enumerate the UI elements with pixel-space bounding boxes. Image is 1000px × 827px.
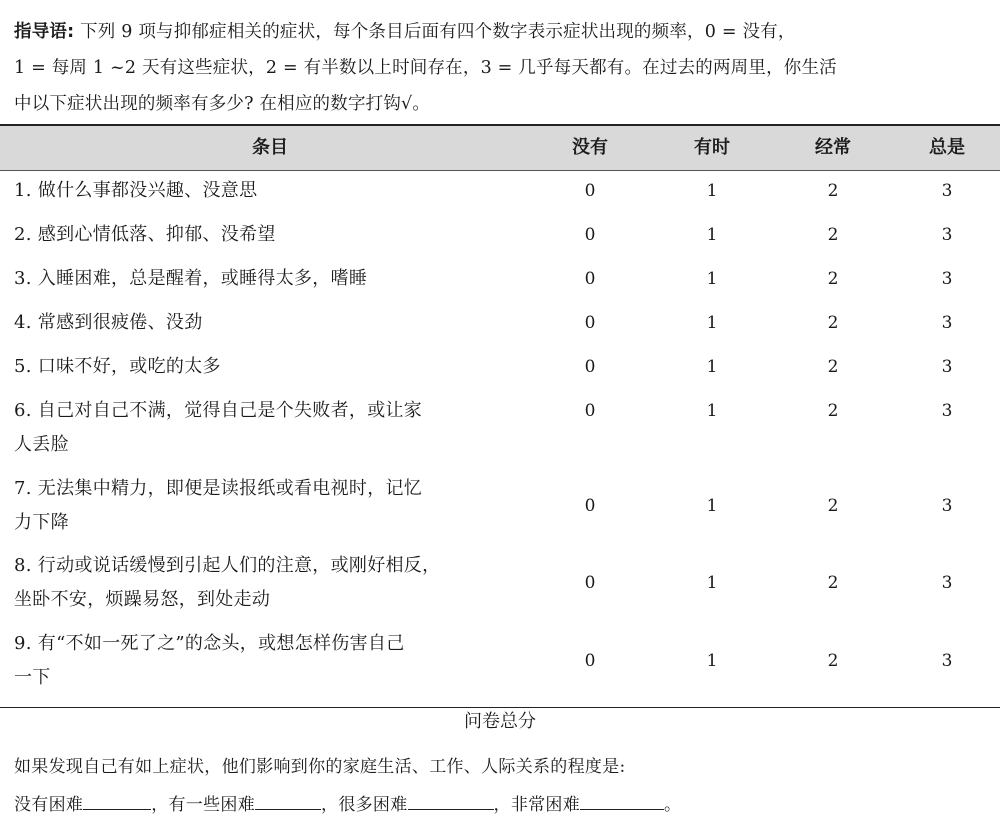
- row-item-text: [14, 627, 534, 695]
- row-item-line: 7. 无法集中精力，即便是读报纸或看电视时，记忆: [14, 478, 423, 499]
- score-sometimes[interactable]: 1: [706, 357, 718, 377]
- table-row: [0, 218, 1000, 252]
- score-always[interactable]: 3: [941, 651, 953, 671]
- row-item-line: 2. 感到心情低落、抑郁、没希望: [14, 224, 276, 245]
- table-row: [0, 549, 1000, 617]
- score-never[interactable]: 0: [584, 573, 596, 593]
- row-item-text: [14, 306, 534, 340]
- score-sometimes[interactable]: 1: [706, 181, 718, 201]
- table-row: [0, 306, 1000, 340]
- instructions-line-2: 1 = 每周 1 ~2 天有这些症状，2 = 有半数以上时间存在，3 = 几乎每天都有。在过去的两周里，你生活: [14, 58, 837, 78]
- score-sometimes[interactable]: 1: [706, 313, 718, 333]
- instructions-label: 指导语:: [14, 22, 75, 42]
- impact-blank-none[interactable]: [83, 789, 151, 810]
- score-often[interactable]: 2: [827, 496, 839, 516]
- impact-blank-some[interactable]: [255, 789, 321, 810]
- row-item-line: 6. 自己对自己不满，觉得自己是个失败者，或让家: [14, 400, 423, 421]
- score-sometimes[interactable]: 1: [706, 401, 718, 421]
- score-often[interactable]: 2: [827, 401, 839, 421]
- score-often[interactable]: 2: [827, 651, 839, 671]
- table-row: [0, 350, 1000, 384]
- impact-option-none: 没有困难: [14, 795, 84, 815]
- row-item-line: 力下降: [14, 512, 69, 533]
- table-header-rule: [0, 170, 1000, 171]
- score-always[interactable]: 3: [941, 357, 953, 377]
- header-often: 经常: [815, 137, 851, 158]
- row-item-line: 一下: [14, 667, 51, 688]
- score-never[interactable]: 0: [584, 181, 596, 201]
- impact-section: [14, 748, 986, 824]
- header-always: 总是: [929, 137, 965, 158]
- score-never[interactable]: 0: [584, 651, 596, 671]
- row-item-text: [14, 174, 534, 208]
- impact-option-much: ，很多困难: [321, 795, 408, 815]
- table-row: [0, 394, 1000, 462]
- score-always[interactable]: 3: [941, 401, 953, 421]
- score-never[interactable]: 0: [584, 496, 596, 516]
- impact-blank-extreme[interactable]: [580, 789, 664, 810]
- score-never[interactable]: 0: [584, 401, 596, 421]
- header-never: 没有: [572, 137, 608, 158]
- impact-option-some: ，有一些困难: [151, 795, 256, 815]
- table-row: [0, 174, 1000, 208]
- score-always[interactable]: 3: [941, 181, 953, 201]
- header-item: 条目: [252, 137, 288, 158]
- table-header: [0, 126, 1000, 170]
- row-item-text: [14, 394, 534, 462]
- table-row: [0, 627, 1000, 695]
- row-item-line: 5. 口味不好，或吃的太多: [14, 356, 221, 377]
- row-item-line: 8. 行动或说话缓慢到引起人们的注意，或刚好相反，: [14, 555, 441, 576]
- total-score-label: 问卷总分: [464, 711, 536, 732]
- instructions-text-1: 下列 9 项与抑郁症相关的症状，每个条目后面有四个数字表示症状出现的频率，0 = 没有，: [80, 22, 796, 42]
- row-item-line: 4. 常感到很疲倦、没劲: [14, 312, 203, 333]
- score-often[interactable]: 2: [827, 573, 839, 593]
- score-never[interactable]: 0: [584, 313, 596, 333]
- score-often[interactable]: 2: [827, 269, 839, 289]
- row-item-text: [14, 549, 534, 617]
- impact-blank-much[interactable]: [408, 789, 494, 810]
- score-sometimes[interactable]: 1: [706, 269, 718, 289]
- row-item-text: [14, 350, 534, 384]
- score-sometimes[interactable]: 1: [706, 496, 718, 516]
- score-sometimes[interactable]: 1: [706, 573, 718, 593]
- row-item-line: 3. 入睡困难，总是醒着，或睡得太多，嗜睡: [14, 268, 368, 289]
- table-row: [0, 262, 1000, 296]
- impact-end: 。: [664, 795, 682, 815]
- instructions: [14, 14, 986, 122]
- score-sometimes[interactable]: 1: [706, 651, 718, 671]
- score-often[interactable]: 2: [827, 357, 839, 377]
- score-often[interactable]: 2: [827, 181, 839, 201]
- score-sometimes[interactable]: 1: [706, 225, 718, 245]
- score-never[interactable]: 0: [584, 269, 596, 289]
- impact-options: [14, 786, 986, 824]
- score-always[interactable]: 3: [941, 496, 953, 516]
- row-item-line: 9. 有“不如一死了之”的念头，或想怎样伤害自己: [14, 633, 405, 654]
- table-row: [0, 472, 1000, 540]
- score-often[interactable]: 2: [827, 225, 839, 245]
- score-always[interactable]: 3: [941, 573, 953, 593]
- score-always[interactable]: 3: [941, 313, 953, 333]
- score-never[interactable]: 0: [584, 225, 596, 245]
- row-item-text: [14, 262, 534, 296]
- impact-option-extreme: ，非常困难: [493, 795, 581, 815]
- instructions-line-3: 中以下症状出现的频率有多少? 在相应的数字打钩√。: [14, 94, 431, 114]
- score-always[interactable]: 3: [941, 269, 953, 289]
- score-always[interactable]: 3: [941, 225, 953, 245]
- score-often[interactable]: 2: [827, 313, 839, 333]
- row-item-line: 人丢脸: [14, 434, 69, 455]
- row-item-text: [14, 218, 534, 252]
- row-item-line: 1. 做什么事都没兴趣、没意思: [14, 180, 258, 201]
- row-item-text: [14, 472, 534, 540]
- header-sometimes: 有时: [694, 137, 730, 158]
- row-item-line: 坐卧不安，烦躁易怒，到处走动: [14, 589, 271, 610]
- impact-question: 如果发现自己有如上症状，他们影响到你的家庭生活、工作、人际关系的程度是:: [14, 757, 626, 777]
- instructions-line-1: [14, 14, 986, 50]
- score-never[interactable]: 0: [584, 357, 596, 377]
